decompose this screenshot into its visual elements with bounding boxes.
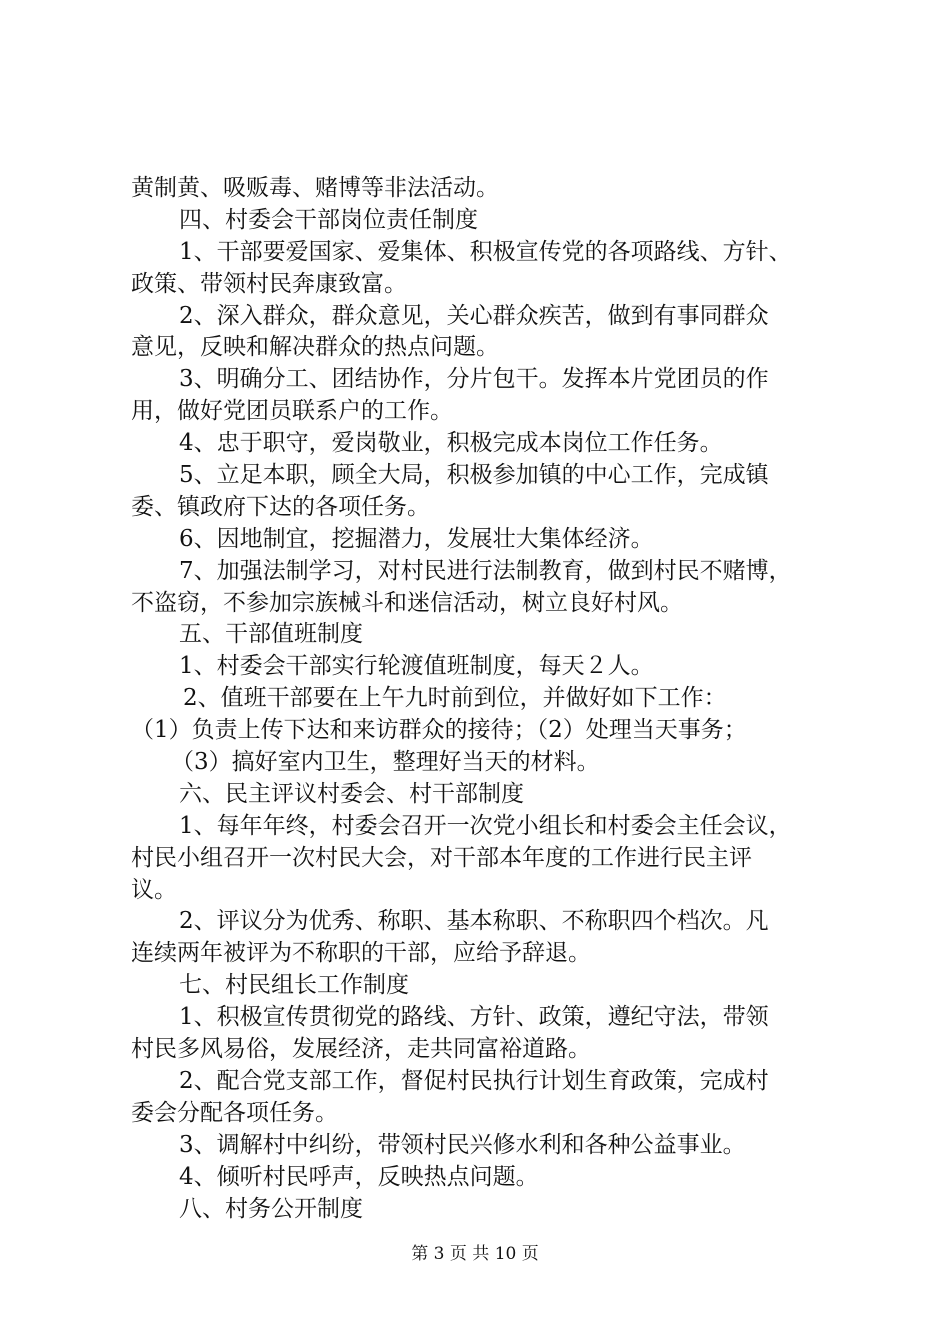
text-line: 1、村委会干部实行轮渡值班制度，每天２人。 (179, 653, 654, 680)
text-line: 4、倾听村民呼声，反映热点问题。 (179, 1163, 539, 1190)
text-line: 6、因地制宜，挖掘潜力，发展壮大集体经济。 (179, 525, 654, 552)
section-heading: 四、村委会干部岗位责任制度 (179, 206, 478, 233)
section-heading: 七、村民组长工作制度 (179, 972, 409, 999)
page-footer: 第 3 页 共 10 页 (411, 1244, 539, 1264)
text-line: 连续两年被评为不称职的干部，应给予辞退。 (131, 940, 591, 967)
text-line: 政策、带领村民奔康致富。 (131, 270, 407, 297)
text-line: 2、值班干部要在上午九时前到位，并做好如下工作： (183, 685, 727, 712)
text-line: 2、评议分为优秀、称职、基本称职、不称职四个档次。凡 (179, 908, 769, 935)
text-line: 委会分配各项任务。 (131, 1099, 338, 1126)
text-line: 7、加强法制学习，对村民进行法制教育，做到村民不赌博， (179, 557, 792, 584)
text-line: 4、忠于职守，爱岗敬业，积极完成本岗位工作任务。 (179, 430, 723, 457)
text-line: 村民多风易俗，发展经济，走共同富裕道路。 (131, 1036, 591, 1063)
text-line: 5、立足本职，顾全大局，积极参加镇的中心工作，完成镇 (179, 462, 769, 489)
text-line: （1）负责上传下达和来访群众的接待；（2）处理当天事务； (131, 717, 747, 744)
body-text (131, 173, 831, 1225)
section-heading: 六、民主评议村委会、村干部制度 (179, 780, 524, 807)
text-line: 1、每年年终，村委会召开一次党小组长和村委会主任会议， (179, 812, 792, 839)
text-line: 1、积极宣传贯彻党的路线、方针、政策，遵纪守法，带领 (179, 1004, 769, 1031)
text-line: 3、明确分工、团结协作，分片包干。发挥本片党团员的作 (179, 366, 769, 393)
section-heading: 五、干部值班制度 (179, 621, 363, 648)
text-line: 委、镇政府下达的各项任务。 (131, 493, 430, 520)
text-line: 黄制黄、吸贩毒、赌博等非法活动。 (131, 175, 499, 201)
text-line: 不盗窃，不参加宗族械斗和迷信活动，树立良好村风。 (131, 589, 683, 616)
text-line: 1、干部要爱国家、爱集体、积极宣传党的各项路线、方针、 (179, 238, 792, 265)
text-line: 用，做好党团员联系户的工作。 (131, 398, 453, 425)
text-line: 意见，反映和解决群众的热点问题。 (131, 334, 499, 361)
text-line: 村民小组召开一次村民大会，对干部本年度的工作进行民主评 (131, 844, 752, 871)
text-line: 议。 (131, 876, 177, 903)
text-line: 2、深入群众，群众意见，关心群众疾苦，做到有事同群众 (179, 302, 769, 329)
text-line: （3）搞好室内卫生，整理好当天的材料。 (171, 749, 600, 776)
text-line: 2、配合党支部工作，督促村民执行计划生育政策，完成村 (179, 1067, 769, 1094)
section-heading: 八、村务公开制度 (179, 1195, 363, 1222)
text-line: 3、调解村中纠纷，带领村民兴修水利和各种公益事业。 (179, 1131, 746, 1158)
